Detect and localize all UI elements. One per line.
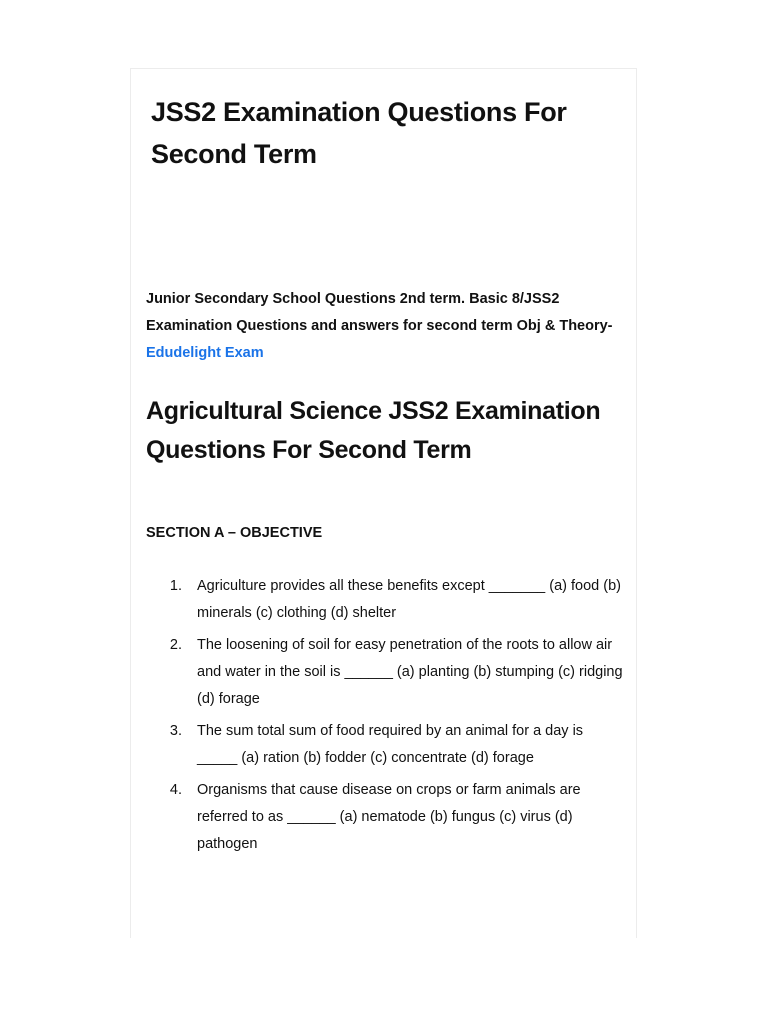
question-number: 3.: [169, 723, 182, 739]
question-number: 2.: [169, 637, 182, 653]
page-title: JSS2 Examination Questions For Second Term: [151, 97, 567, 169]
question-number: 1.: [169, 578, 182, 594]
question-gap: [182, 632, 197, 713]
question-gap: [182, 777, 197, 858]
question-text: Agriculture provides all these benefits except _______ (a) food (b) minerals (c) clothing (d) shelter: [197, 578, 621, 621]
intro-paragraph: [146, 286, 616, 367]
section-label: SECTION A – OBJECTIVE: [146, 525, 323, 541]
question-list: [146, 573, 626, 863]
edudelight-exam-link[interactable]: Edudelight Exam: [146, 345, 264, 361]
question-item: [146, 573, 626, 627]
question-text: The sum total sum of food required by an animal for a day is _____ (a) ration (b) fodder (c) concentrate (d) forage: [197, 723, 584, 766]
article-card: [130, 68, 637, 938]
question-item: [146, 718, 626, 772]
question-item: [146, 777, 626, 858]
question-number: 4.: [169, 782, 182, 798]
intro-text: Junior Secondary School Questions 2nd term. Basic 8/JSS2 Examination Questions and answers for second term Obj & Theory-: [146, 291, 613, 334]
section-heading: Agricultural Science JSS2 Examination Questions For Second Term: [146, 397, 601, 464]
question-text: The loosening of soil for easy penetration of the roots to allow air and water in the soil is ______ (a) planting (b) stumping (c) ridging (d) forage: [197, 637, 623, 707]
question-gap: [182, 718, 197, 772]
question-gap: [182, 573, 197, 627]
question-item: [146, 632, 626, 713]
question-text: Organisms that cause disease on crops or farm animals are referred to as ______ (a) nematode (b) fungus (c) virus (d) pathogen: [197, 782, 581, 852]
